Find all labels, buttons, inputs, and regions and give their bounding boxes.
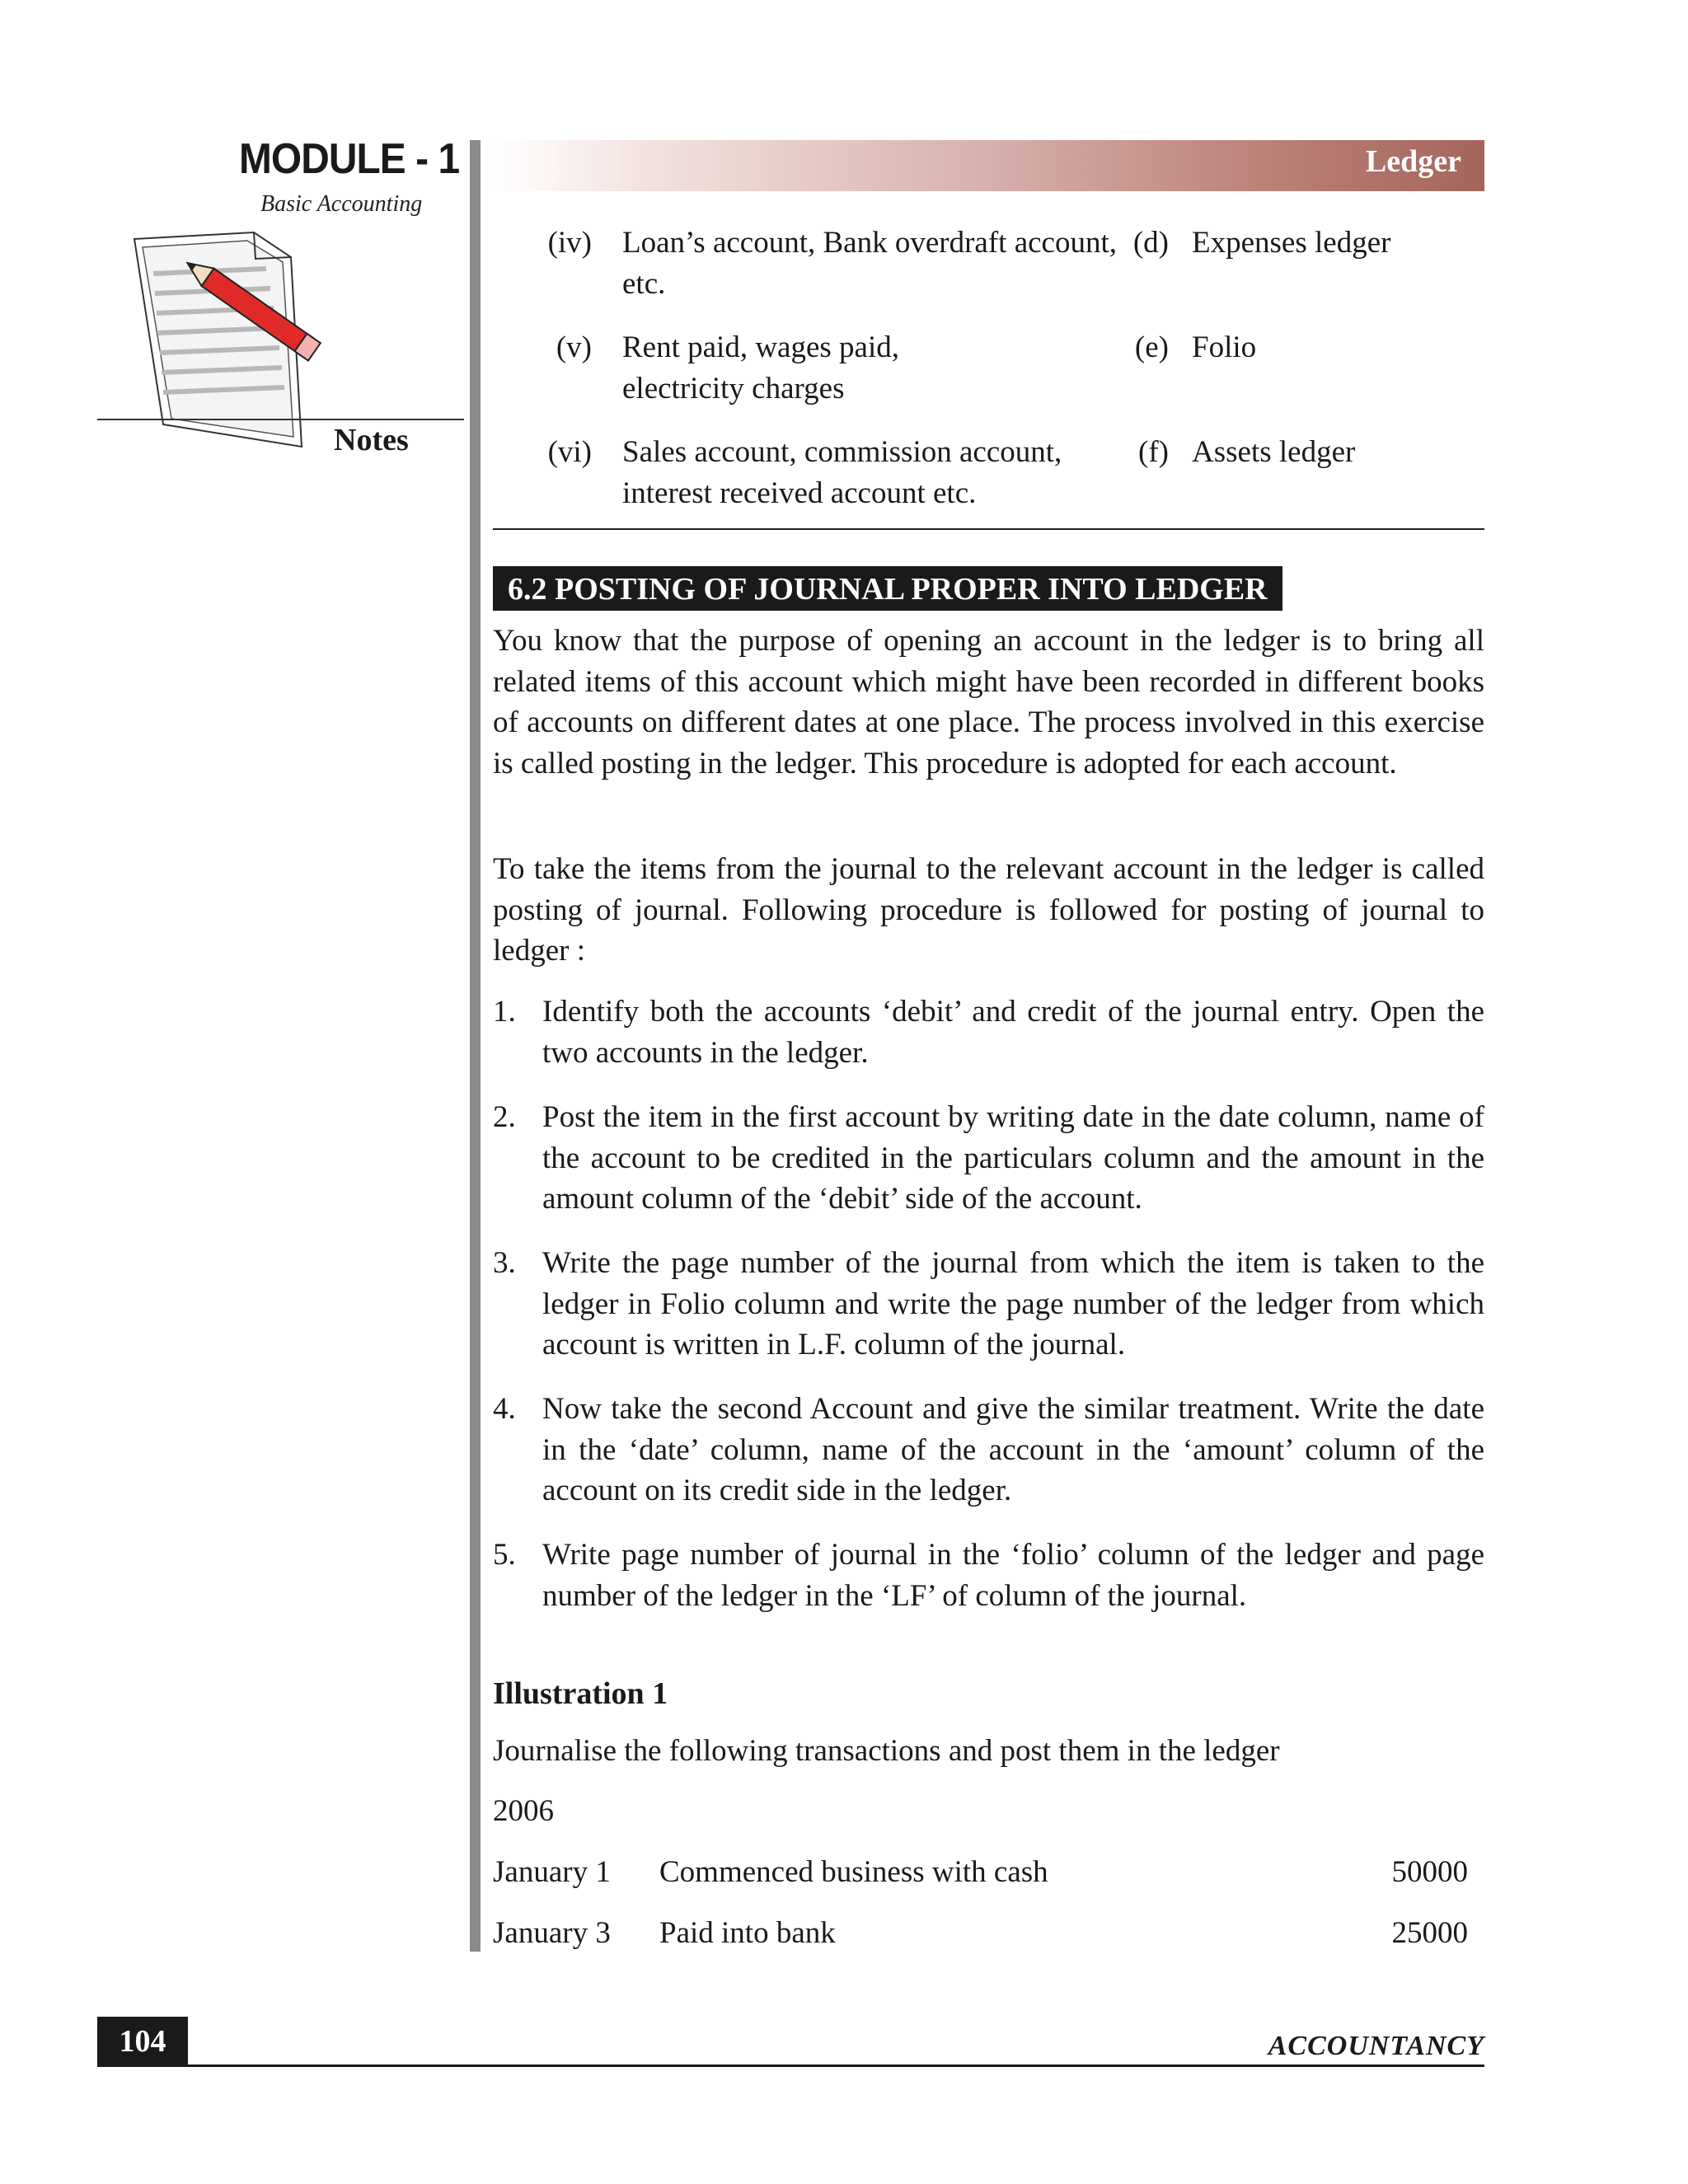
match-answer: Expenses ledger — [1192, 226, 1391, 260]
notes-label: Notes — [334, 423, 409, 457]
paragraph: To take the items from the journal to the relevant account in the ledger is called posting of journal. Following procedure is followed for posting of journal to ledger : — [493, 852, 1484, 968]
transaction-amount: 50000 — [1391, 1855, 1468, 1889]
step-text: Post the item in the first account by writing date in the date column, name of the account to be credited in the particulars column and the amount in the amount column of the ‘debit’ side of the account. — [542, 1100, 1484, 1216]
procedure-step — [493, 1243, 1484, 1366]
chapter-title: Ledger — [1365, 144, 1461, 179]
match-text: Loan’s account, Bank overdraft account, etc. — [622, 226, 1117, 301]
step-text: Now take the second Account and give the similar treatment. Write the date in the ‘date’ column, name of the account in the ‘amount’ column of the account on its credit side in the ledger. — [542, 1392, 1484, 1507]
module-title: MODULE - 1 — [239, 135, 460, 183]
footer-subject: ACCOUNTANCY — [1268, 2031, 1484, 2061]
section-heading: 6.2 POSTING OF JOURNAL PROPER INTO LEDGER — [493, 566, 1282, 611]
match-letter: (e) — [1134, 330, 1169, 364]
procedure-step — [493, 1389, 1484, 1511]
match-letter: (d) — [1132, 226, 1169, 260]
match-text: Sales account, commission account, interest received account etc. — [622, 435, 1062, 510]
section-divider — [493, 528, 1484, 530]
step-number: 4. — [493, 1392, 516, 1426]
step-number: 1. — [493, 995, 516, 1029]
match-number: (iv) — [547, 226, 592, 260]
procedure-step — [493, 1535, 1484, 1616]
page-number: 104 — [97, 2017, 188, 2066]
match-number: (v) — [556, 330, 592, 364]
step-number: 3. — [493, 1246, 516, 1280]
chapter-header — [493, 140, 1484, 191]
step-text: Identify both the accounts ‘debit’ and credit of the journal entry. Open the two accounts in the ledger. — [542, 995, 1484, 1070]
procedure-step — [493, 991, 1484, 1073]
match-answer: Folio — [1192, 330, 1257, 364]
step-text: Write the page number of the journal from which the item is taken to the ledger in Folio column and write the page number of the ledger from which account is written in L.F. column of the journal. — [542, 1246, 1484, 1361]
match-answer: Assets ledger — [1192, 435, 1356, 469]
step-number: 5. — [493, 1538, 516, 1572]
match-text: Rent paid, wages paid, electricity charges — [622, 330, 899, 405]
transaction-particulars: Paid into bank — [659, 1916, 836, 1950]
match-number: (vi) — [547, 435, 592, 469]
margin-bar — [470, 140, 481, 1952]
footer-rule — [97, 2064, 1484, 2067]
transaction-particulars: Commenced business with cash — [659, 1855, 1048, 1889]
notes-divider — [97, 419, 464, 420]
module-subtitle: Basic Accounting — [260, 191, 423, 217]
instruction-text: Journalise the following transactions and post them in the ledger — [493, 1734, 1280, 1768]
transaction-amount: 25000 — [1391, 1916, 1468, 1950]
notes-pad-icon — [97, 223, 468, 470]
transaction-date: January 3 — [493, 1916, 611, 1950]
paragraph: You know that the purpose of opening an account in the ledger is to bring all related items of this account which might have been recorded in different books of accounts on different dates at one place. The process involved in this exercise is called posting in the ledger. This procedure is adopted for each account. — [493, 624, 1484, 780]
match-letter: (f) — [1138, 435, 1169, 469]
illustration-title: Illustration 1 — [493, 1676, 668, 1711]
transaction-date: January 1 — [493, 1855, 611, 1889]
procedure-step — [493, 1097, 1484, 1220]
step-number: 2. — [493, 1100, 516, 1134]
step-text: Write page number of journal in the ‘folio’ column of the ledger and page number of the ledger in the ‘LF’ of column of the journal. — [542, 1538, 1484, 1613]
year-text: 2006 — [493, 1794, 554, 1828]
